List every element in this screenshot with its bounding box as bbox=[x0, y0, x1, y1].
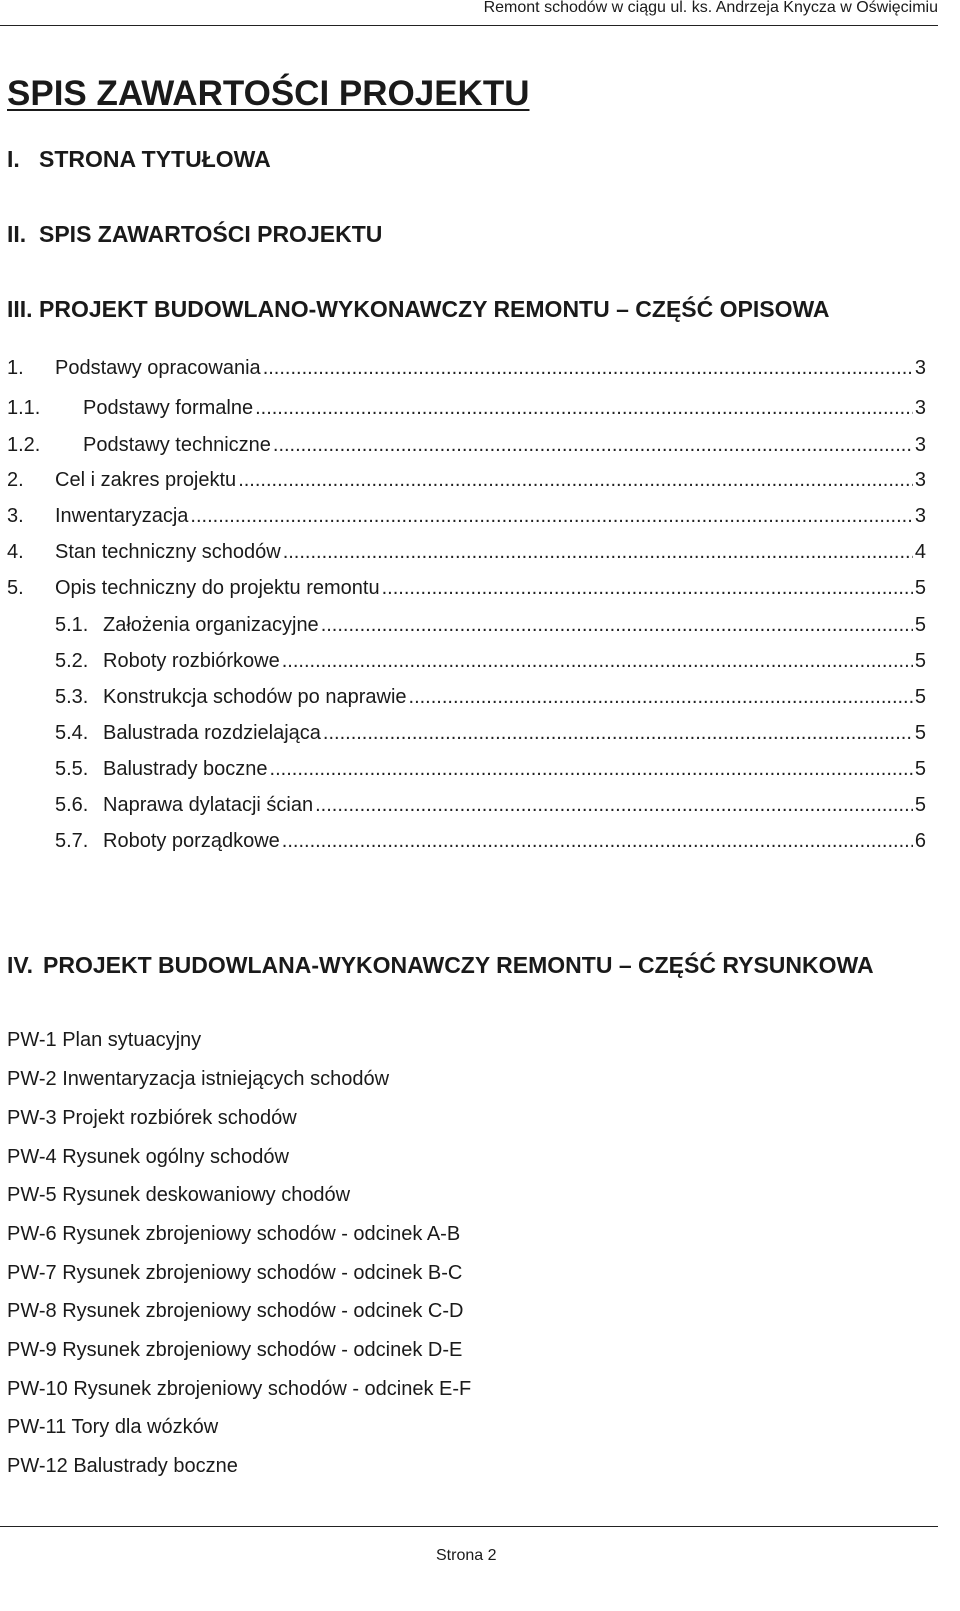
toc-page-number: 5 bbox=[914, 794, 926, 816]
toc-leader-dots bbox=[190, 501, 912, 531]
toc-number: 5.4. bbox=[55, 722, 89, 744]
document-title: SPIS ZAWARTOŚCI PROJEKTU bbox=[7, 74, 530, 113]
toc-entry[interactable] bbox=[7, 718, 926, 748]
toc-page-number: 4 bbox=[914, 541, 926, 563]
toc-leader-dots bbox=[321, 610, 913, 640]
section-heading-ii bbox=[7, 219, 382, 249]
toc-page-number: 5 bbox=[914, 650, 926, 672]
drawing-list-item: PW-1 Plan sytuacyjny bbox=[7, 1029, 202, 1051]
drawing-list-item: PW-6 Rysunek zbrojeniowy schodów - odcinek A-B bbox=[7, 1223, 461, 1245]
toc-page-number: 3 bbox=[914, 434, 926, 456]
toc-leader-dots bbox=[315, 790, 913, 820]
toc-label: Założenia organizacyjne bbox=[103, 614, 319, 636]
toc-label: Roboty porządkowe bbox=[103, 830, 280, 852]
page-header bbox=[0, 0, 938, 26]
toc-page-number: 5 bbox=[914, 722, 926, 744]
toc-label: Balustrada rozdzielająca bbox=[103, 722, 321, 744]
section-heading-i bbox=[7, 144, 271, 174]
toc-leader-dots bbox=[282, 646, 913, 676]
drawing-list-item: PW-4 Rysunek ogólny schodów bbox=[7, 1146, 289, 1168]
toc-entry[interactable] bbox=[7, 682, 926, 712]
toc-number: 1. bbox=[7, 357, 24, 379]
toc-entry[interactable] bbox=[7, 573, 926, 603]
toc-page-number: 3 bbox=[914, 397, 926, 419]
toc-page-number: 6 bbox=[914, 830, 926, 852]
toc-label: Podstawy formalne bbox=[83, 397, 254, 419]
toc-leader-dots bbox=[273, 430, 913, 460]
toc-page-number: 3 bbox=[914, 357, 926, 379]
toc-label: Podstawy opracowania bbox=[55, 357, 261, 379]
toc-page-number: 5 bbox=[914, 758, 926, 780]
section-number: IV. bbox=[7, 952, 34, 978]
toc-entry[interactable] bbox=[7, 430, 926, 460]
toc-entry[interactable] bbox=[7, 501, 926, 531]
drawing-list-item: PW-11 Tory dla wózków bbox=[7, 1416, 219, 1438]
toc-leader-dots bbox=[283, 537, 913, 567]
section-label: STRONA TYTUŁOWA bbox=[39, 146, 271, 172]
section-heading-iv bbox=[7, 950, 874, 980]
toc-entry[interactable] bbox=[7, 754, 926, 784]
section-label: SPIS ZAWARTOŚCI PROJEKTU bbox=[39, 221, 383, 247]
toc-page-number: 5 bbox=[914, 614, 926, 636]
toc-number: 5.6. bbox=[55, 794, 89, 816]
section-number: III. bbox=[7, 296, 33, 322]
toc-leader-dots bbox=[323, 718, 913, 748]
section-label: PROJEKT BUDOWLANA-WYKONAWCZY REMONTU – CZĘŚĆ RYSUNKOWA bbox=[43, 952, 874, 978]
toc-leader-dots bbox=[263, 353, 913, 383]
drawing-list-item: PW-5 Rysunek deskowaniowy chodów bbox=[7, 1184, 351, 1206]
toc-number: 5.5. bbox=[55, 758, 89, 780]
toc-number: 5. bbox=[7, 577, 24, 599]
toc-label: Naprawa dylatacji ścian bbox=[103, 794, 314, 816]
toc-leader-dots bbox=[255, 393, 913, 423]
section-number: II. bbox=[7, 221, 27, 247]
page-number-label: Strona 2 bbox=[436, 1547, 497, 1564]
drawing-list-item: PW-8 Rysunek zbrojeniowy schodów - odcinek C-D bbox=[7, 1300, 464, 1322]
toc-entry[interactable] bbox=[7, 826, 926, 856]
toc-leader-dots bbox=[409, 682, 913, 712]
drawing-list-item: PW-2 Inwentaryzacja istniejących schodów bbox=[7, 1068, 390, 1090]
toc-leader-dots bbox=[382, 573, 913, 603]
section-heading-iii bbox=[7, 294, 830, 324]
toc-entry[interactable] bbox=[7, 610, 926, 640]
toc-label: Cel i zakres projektu bbox=[55, 469, 237, 491]
toc-entry[interactable] bbox=[7, 393, 926, 423]
toc-label: Konstrukcja schodów po naprawie bbox=[103, 686, 407, 708]
toc-number: 4. bbox=[7, 541, 24, 563]
toc-label: Balustrady boczne bbox=[103, 758, 268, 780]
toc-label: Podstawy techniczne bbox=[83, 434, 271, 456]
section-number: I. bbox=[7, 146, 20, 172]
drawing-list-item: PW-12 Balustrady boczne bbox=[7, 1455, 238, 1477]
toc-entry[interactable] bbox=[7, 353, 926, 383]
toc-label: Roboty rozbiórkowe bbox=[103, 650, 280, 672]
toc-page-number: 3 bbox=[914, 469, 926, 491]
header-text: Remont schodów w ciągu ul. ks. Andrzeja Knycza w Oświęcimiu bbox=[483, 0, 938, 16]
toc-number: 1.2. bbox=[7, 434, 41, 456]
page-footer bbox=[0, 1526, 938, 1566]
toc-number: 5.2. bbox=[55, 650, 89, 672]
drawing-list-item: PW-3 Projekt rozbiórek schodów bbox=[7, 1107, 297, 1129]
drawing-list-item: PW-10 Rysunek zbrojeniowy schodów - odcinek E-F bbox=[7, 1378, 472, 1400]
drawing-list-item: PW-7 Rysunek zbrojeniowy schodów - odcinek B-C bbox=[7, 1262, 463, 1284]
toc-page-number: 5 bbox=[914, 577, 926, 599]
toc-number: 3. bbox=[7, 505, 24, 527]
toc-entry[interactable] bbox=[7, 465, 926, 495]
toc-number: 5.1. bbox=[55, 614, 89, 636]
toc-leader-dots bbox=[238, 465, 913, 495]
toc-entry[interactable] bbox=[7, 646, 926, 676]
toc-entry[interactable] bbox=[7, 537, 926, 567]
toc-entry[interactable] bbox=[7, 790, 926, 820]
toc-number: 5.3. bbox=[55, 686, 89, 708]
toc-page-number: 3 bbox=[914, 505, 926, 527]
toc-number: 5.7. bbox=[55, 830, 89, 852]
toc-leader-dots bbox=[282, 826, 913, 856]
toc-label: Opis techniczny do projektu remontu bbox=[55, 577, 380, 599]
toc-number: 1.1. bbox=[7, 397, 41, 419]
drawing-list-item: PW-9 Rysunek zbrojeniowy schodów - odcinek D-E bbox=[7, 1339, 463, 1361]
toc-leader-dots bbox=[270, 754, 913, 784]
toc-number: 2. bbox=[7, 469, 24, 491]
section-label: PROJEKT BUDOWLANO-WYKONAWCZY REMONTU – CZĘŚĆ OPISOWA bbox=[39, 296, 830, 322]
toc-label: Stan techniczny schodów bbox=[55, 541, 281, 563]
toc-page-number: 5 bbox=[914, 686, 926, 708]
toc-label: Inwentaryzacja bbox=[55, 505, 189, 527]
